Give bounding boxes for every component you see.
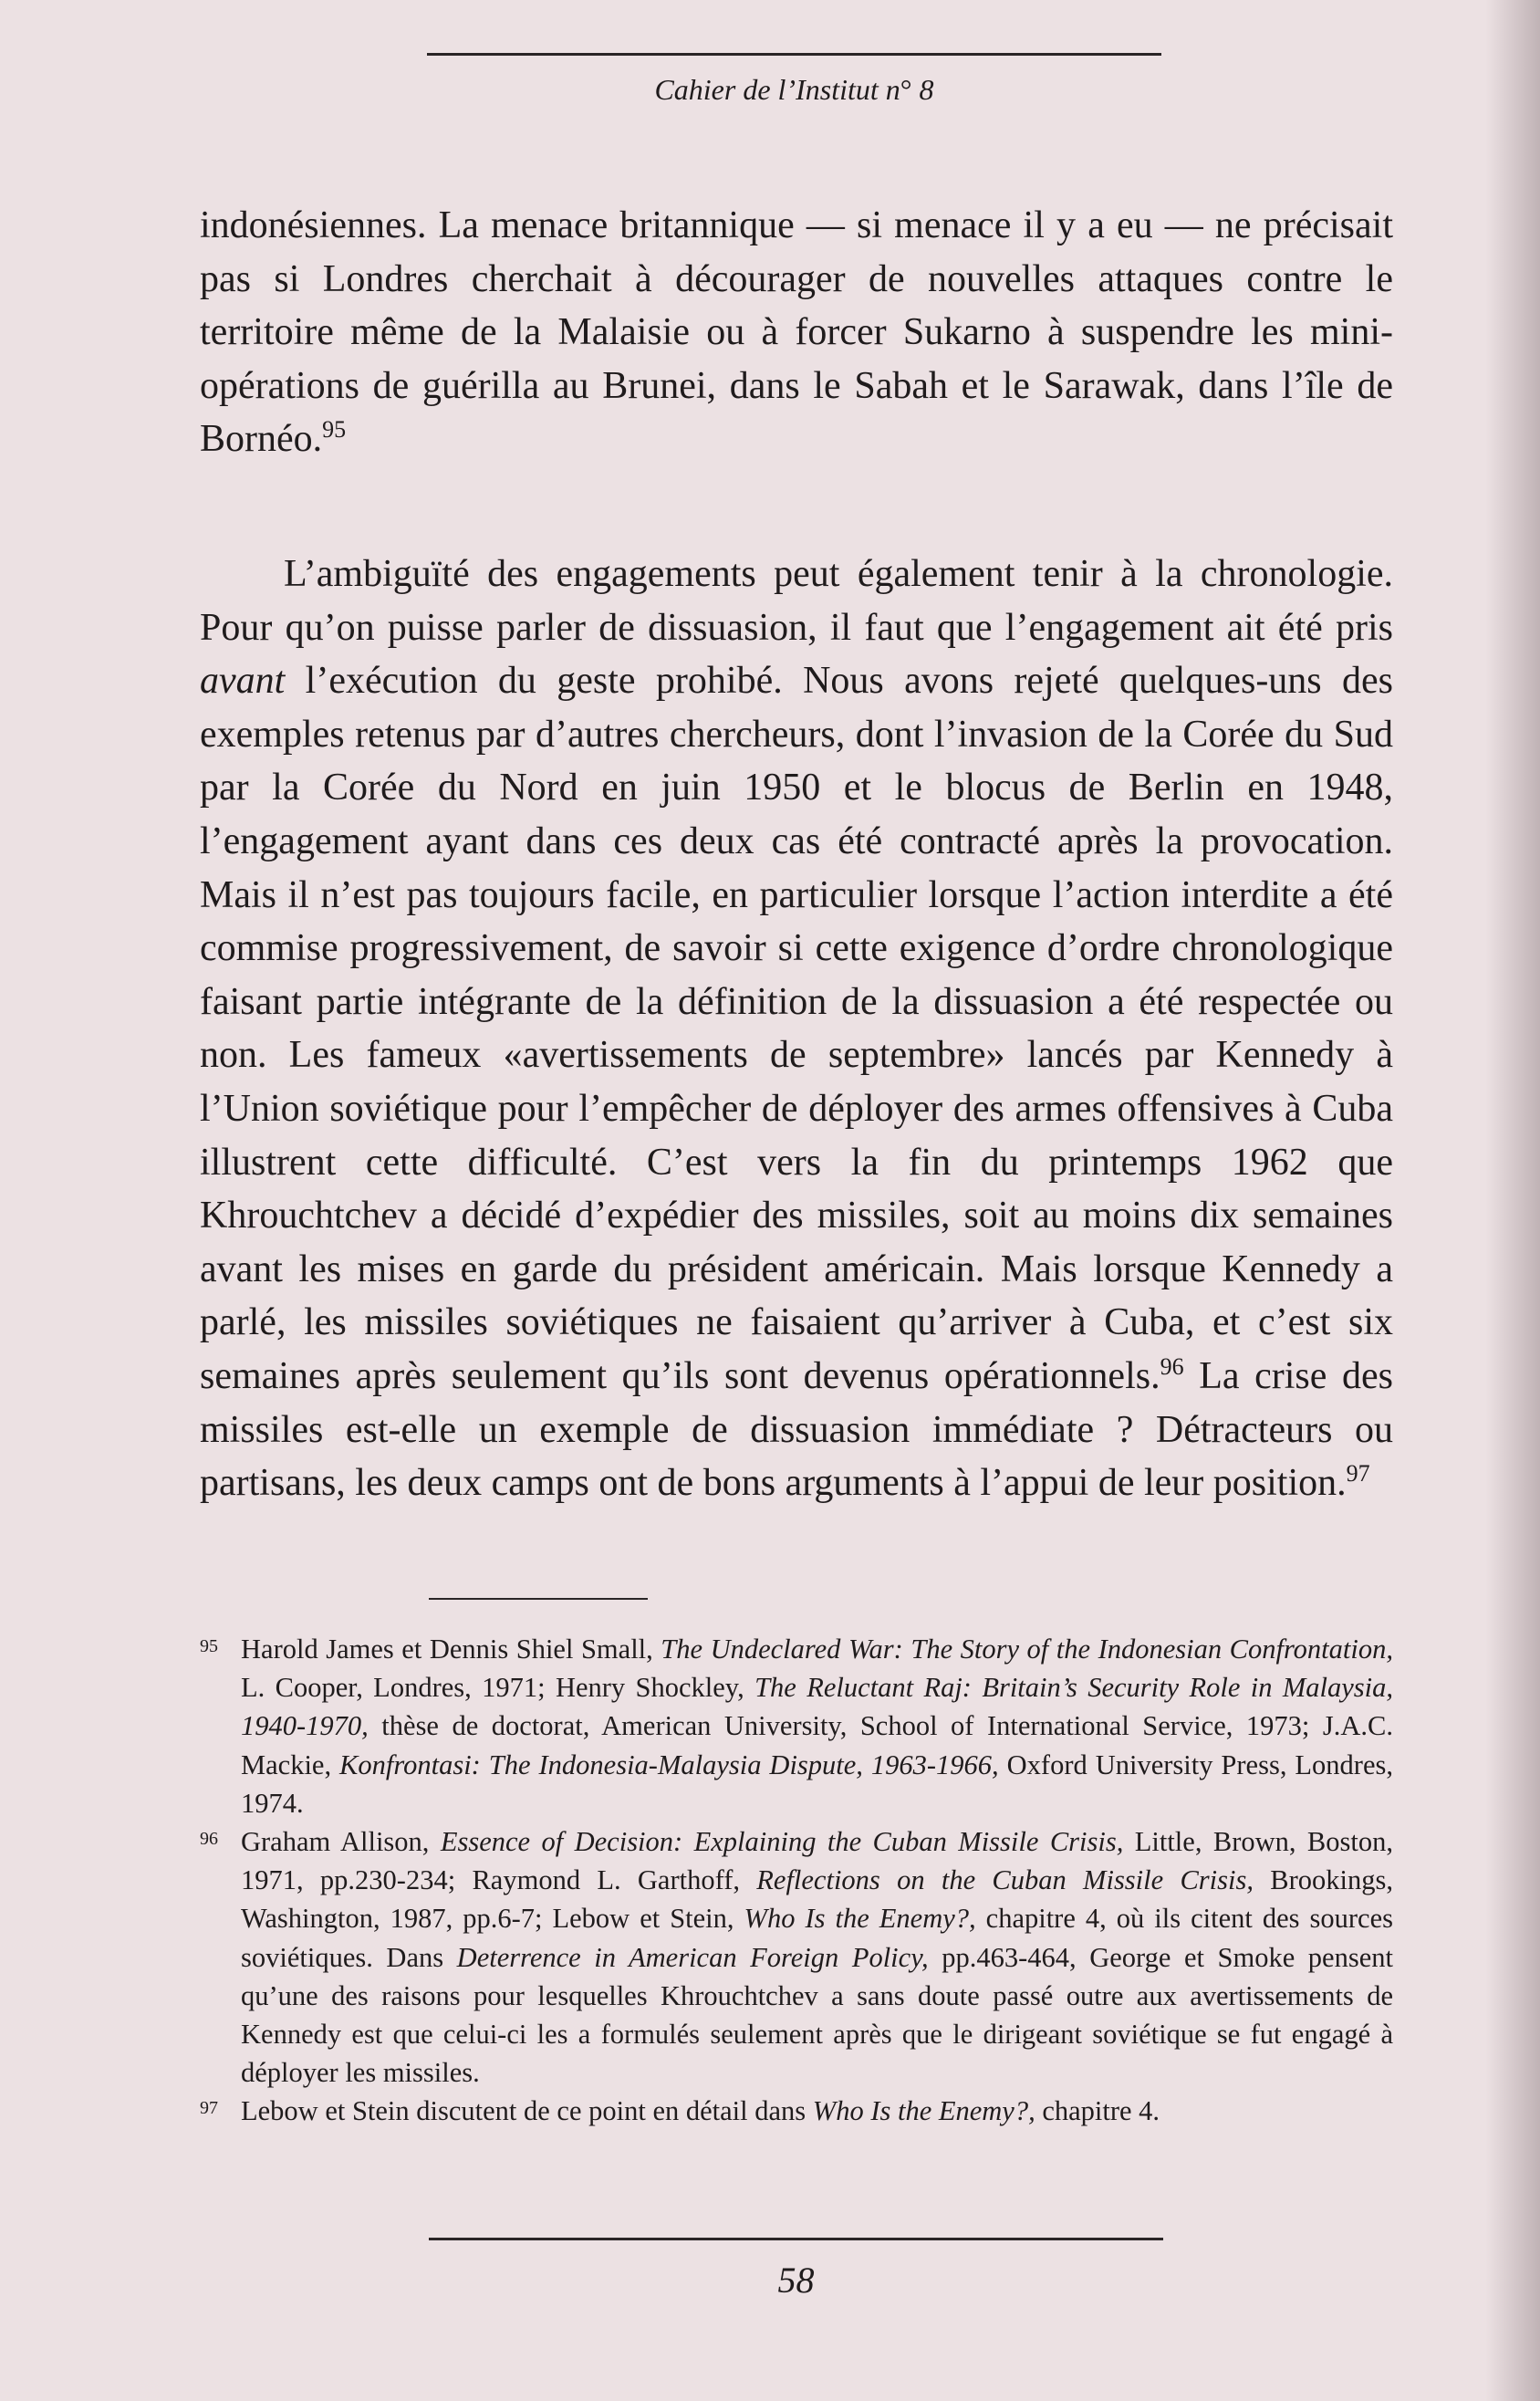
footnote-text: Graham Allison, [241, 1826, 441, 1858]
footnote-text: chapitre 4. [1035, 2095, 1160, 2127]
paragraph-2-part-b: l’exécution du geste prohibé. Nous avons rejeté quelques-uns des exemples retenus par d’autres chercheurs, dont l’invasion de la Corée du Sud par la Corée du Nord en juin 1950 et le blocus de Berlin en 1948, l’engagement ayant dans ces deux cas été contracté après la provocation. Mais il n’est pas toujours facile, en particulier lorsque l’action interdite a été commise progressivement, de savoir si cette exigence d’ordre chronologique faisant partie intégrante de la définition de la dissuasion a été respectée ou non. Les fameux «avertissements de septembre» lancés par Kennedy à l’Union soviétique pour l’empêcher de déployer des armes offensives à Cuba illustrent cette difficulté. C’est vers la fin du printemps 1962 que Khrouchtchev a décidé d’expédier des missiles, soit au moins dix semaines avant les mises en garde du président américain. Mais lorsque Kennedy a parlé, les missiles soviétiques ne faisaient qu’arriver à Cuba, et c’est six semaines après seulement qu’ils sont devenus opérationnels. [200, 660, 1393, 1397]
footnote-title: Essence of Decision: Explaining the Cuban Missile Crisis, [440, 1826, 1124, 1858]
footnote-title: Reflections on the Cuban Missile Crisis, [756, 1864, 1254, 1896]
footnote-95 [200, 1630, 1393, 1822]
footnote-title: Who Is the Enemy?, [812, 2095, 1035, 2127]
header-degree: ° [900, 73, 912, 106]
footnote-96 [200, 1822, 1393, 2092]
header-number: 8 [911, 73, 934, 106]
footnote-ref-97: 97 [1346, 1460, 1370, 1488]
page-edge-shadow [1485, 0, 1540, 2401]
footnote-ref-96: 96 [1160, 1352, 1184, 1380]
paragraph-2-part-c: La crise des missiles est-elle un exemple de dissuasion immédiate ? Détracteurs ou partisans, les deux camps ont de bons arguments à l’appui de leur position. [200, 1354, 1393, 1505]
running-header [427, 71, 1161, 108]
paragraph-2 [200, 548, 1393, 1510]
footnotes [200, 1630, 1393, 2131]
footnote-text: L. Cooper, Londres, 1971; Henry Shockley, [241, 1672, 755, 1704]
footnote-title: The Undeclared War: The Story of the Indonesian Confrontation, [661, 1634, 1393, 1665]
footnote-text: thèse de doctorat, American University, School of International Service, 1973; J.A.C. Mackie, [241, 1710, 1393, 1780]
page-number: 58 [777, 2260, 815, 2301]
footnote-text: pp.463-464, George et Smoke pensent qu’une des raisons pour lesquelles Khrouchtchev a sans doute passé outre aux avertissements de Kennedy est que celui-ci les a formulés seulement après que le dirigeant soviétique se fut engagé à déployer les missiles. [241, 1941, 1393, 2089]
paragraph-2-part-a: L’ambiguïté des engagements peut également tenir à la chronologie. Pour qu’on puisse parler de dissuasion, il faut que l’engagement ait été pris [200, 553, 1393, 649]
footnote-text: Lebow et Stein discutent de ce point en détail dans [241, 2095, 813, 2127]
footnote-title: Deterrence in American Foreign Policy, [456, 1941, 929, 1973]
footnote-number: 96 [200, 1829, 218, 1850]
footnote-title: Who Is the Enemy?, [744, 1903, 976, 1935]
paragraph-1-text: indonésiennes. La menace britannique — si menace il y a eu — ne précisait pas si Londres cherchait à décourager de nouvelles attaques contre le territoire même de la Malaisie ou à forcer Sukarno à suspendre les mini-opérations de guérilla au Brunei, dans le Sabah et le Sarawak, dans l’île de Bornéo. [200, 204, 1393, 461]
footnote-text: Little, Brown, Boston, 1971, pp.230-234; Raymond L. Garthoff, [241, 1826, 1393, 1896]
paragraph-1 [200, 199, 1393, 466]
footnote-title: Konfrontasi: The Indonesia-Malaysia Dispute, 1963-1966, [339, 1749, 999, 1780]
footnote-text: Oxford University Press, Londres, 1974. [241, 1749, 1393, 1819]
paragraph-2-emphasis: avant [200, 660, 286, 703]
footer-rule [429, 2238, 1163, 2240]
footnote-title: The Reluctant Raj: Britain’s Security Role in Malaysia, 1940-1970, [241, 1672, 1393, 1742]
footnote-rule [429, 1598, 648, 1600]
header-title-prefix: Cahier de l’Institut n [654, 73, 900, 106]
header-rule [427, 53, 1161, 56]
footnote-text: Harold James et Dennis Shiel Small, [241, 1634, 661, 1665]
footnote-97 [200, 2092, 1393, 2130]
footnote-text: Brookings, Washington, 1987, pp.6-7; Lebow et Stein, [241, 1864, 1393, 1935]
footnote-number: 97 [200, 2098, 218, 2119]
footnote-number: 95 [200, 1636, 218, 1656]
footnote-ref-95: 95 [322, 416, 347, 444]
footnote-text: chapitre 4, où ils citent des sources soviétiques. Dans [241, 1903, 1393, 1973]
